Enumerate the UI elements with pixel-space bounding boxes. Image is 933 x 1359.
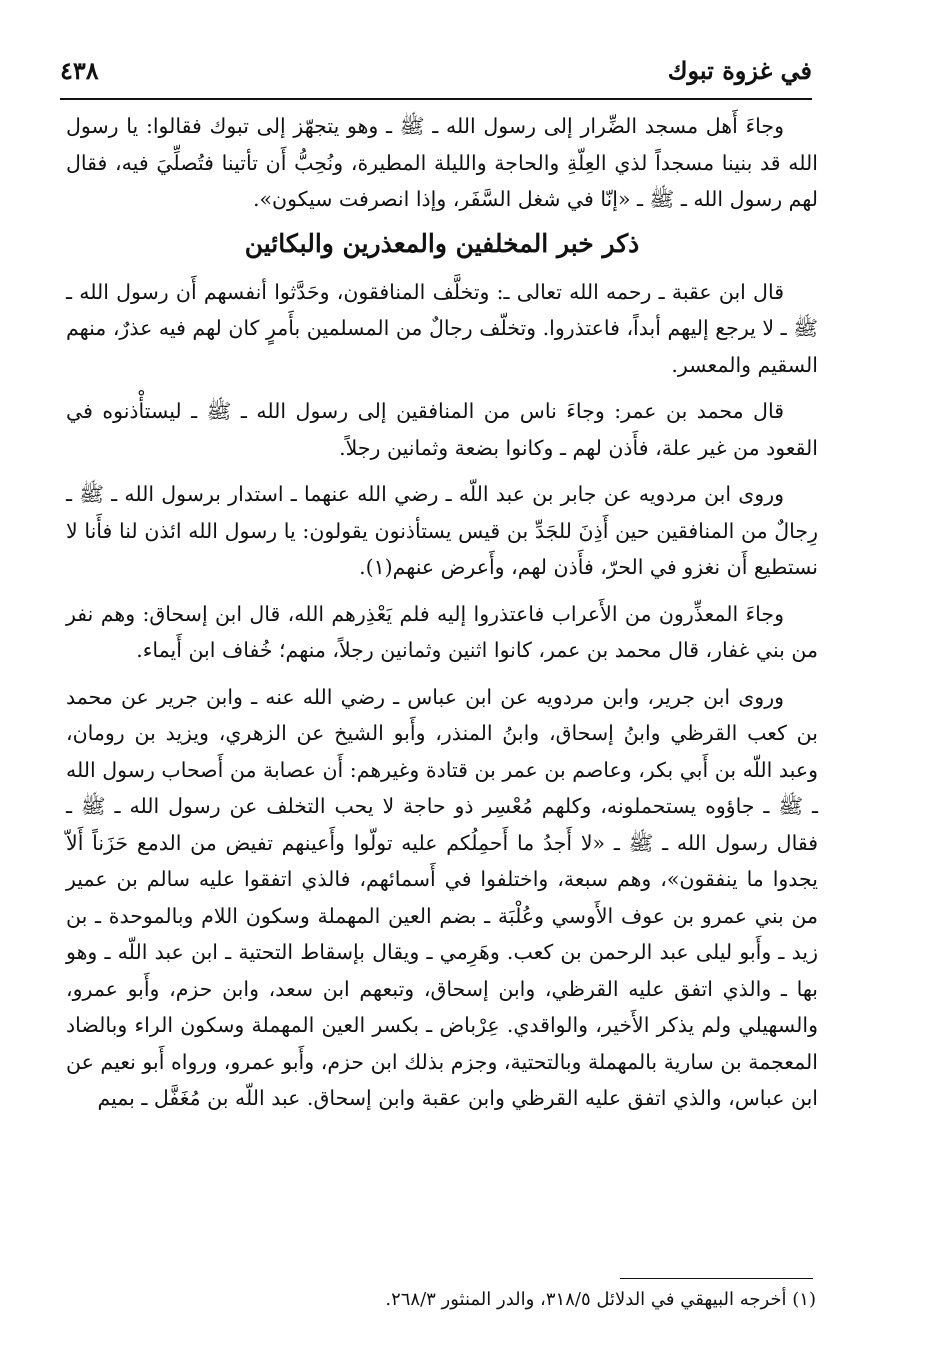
section-heading: ذكر خبر المخلفين والمعذرين والبكائين xyxy=(244,228,640,258)
page-body xyxy=(66,108,818,1127)
page-number: ٤٣٨ xyxy=(60,56,99,85)
footnote-divider xyxy=(620,1278,813,1279)
page-header xyxy=(60,48,812,100)
paragraph: قال ابن عقبة ـ رحمه الله تعالى ـ: وتخلَّف المنافقون، وحَدَّثوا أنفسهم أَن رسول الله ـ ﷺ ـ لا يرجع إليهم أبداً، فاعتذروا. وتخلّف رجالٌ من المسلمين بأَمرٍ كان لهم فيه عذرٌ، منهم السقيم والمعسر. xyxy=(66,279,818,377)
paragraph: وجاءَ المعذِّرون من الأَعراب فاعتذروا إليه فلم يَعْذِرهم الله، قال ابن إسحاق: وهم نفر من بني غفار، قال محمد بن عمر، كانوا اثنين وثمانين رجلاً، منهم؛ خُفاف ابن أَيماء. xyxy=(66,601,818,662)
paragraph: قال محمد بن عمر: وجاءَ ناس من المنافقين إلى رسول الله ـ ﷺ ـ ليستأْذنوه في القعود من غير علة، فأَذن لهم ـ وكانوا بضعة وثمانين رجلاً. xyxy=(66,399,818,460)
paragraph: وروى ابن مردويه عن جابر بن عبد اللّه ـ رضي الله عنهما ـ استدار برسول الله ـ ﷺ ـ رِجالٌ من المنافقين حين أَذِنَ للجَدِّ بن قيس يستأذنون يقولون: يا رسول الله ائذن لنا فأَنا لا نستطيع أَن نغزو في الحرّ، فأَذن لهم، وأَعرض عنهم(١). xyxy=(66,482,818,579)
footnote: (١) أخرجه البيهقي في الدلائل ٣١٨/٥، والدر المنثور ٢٦٨/٣. xyxy=(385,1289,816,1310)
paragraph: وروى ابن جرير، وابن مردويه عن ابن عباس ـ رضي الله عنه ـ وابن جرير عن محمد بن كعب القرظي وابنُ إسحاق، وابنُ المنذر، وأَبو الشيخ عن الزهري، ويزيد بن رومان، وعبد اللّه بن أَبي بكر، وعاصم بن عمر بن قتادة وغيرهم: أَن عصابة من أَصحاب رسول الله ـ ﷺ ـ جاؤوه يستحملونه، وكلهم مُعْسِر ذو حاجة لا يحب التخلف عن رسول الله ـ ﷺ ـ فقال رسول الله ـ ﷺ ـ «لا أَجدُ ما أَحمِلُكم عليه تولّوا وأَعينهم تفيض من الدمع حَزَناً أَلاّ يجدوا ما ينفقون»، وهم سبعة، واختلفوا في أَسمائهم، فالذي اتفقوا عليه سالم بن عمير من بني عمرو بن عوف الأَوسي وعُلْبَة ـ بضم العين المهملة وسكون اللام وبالموحدة ـ بن زيد ـ وأَبو ليلى عبد الرحمن بن كعب. وهَرِمي ـ ويقال بإسقاط التحتية ـ ابن عبد اللّه ـ وهو بها ـ والذي اتفق عليه القرظي، وابن إسحاق، وتبعهم ابن سعد، وابن حزم، وأَبو عمرو، والسهيلي ولم يذكر الأَخير، والواقدي. عِرْباض ـ بكسر العين المهملة وسكون الراء وبالضاد المعجمة بن سارية بالمهملة وبالتحتية، وجزم بذلك ابن حزم، وأَبو عمرو، ورواه أَبو نعيم عن ابن عباس، والذي اتفق عليه القرظي وابن عقبة وابن إسحاق. عبد اللّه بن مُغَفَّل ـ بميم xyxy=(66,684,818,1110)
paragraph: وجاءَ أَهل مسجد الضِّرار إلى رسول الله ـ ﷺ ـ وهو يتجهّز إلى تبوك فقالوا: يا رسول الله قد بنينا مسجداً لذي العِلّةِ والحاجة والليلة المطيرة، ونُحِبُّ أَن تأتينا فتُصلِّيَ فيه، فقال لهم رسول الله ـ ﷺ ـ «إنّا في شغل السَّفَر، وإذا انصرفت سيكون». xyxy=(66,114,818,211)
running-title: في غزوة تبوك xyxy=(667,56,812,85)
